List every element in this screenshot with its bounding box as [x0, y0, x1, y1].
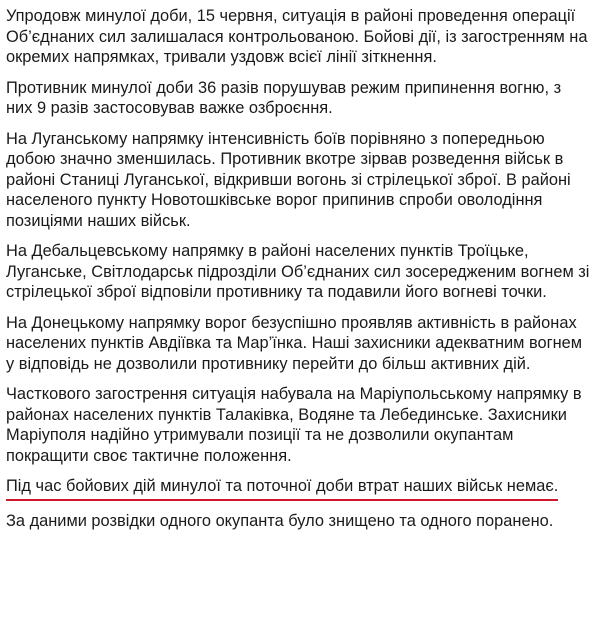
paragraph-luhansk-direction: На Луганському напрямку інтенсивність боїв порівняно з попередньою добою значно зменшилась. Противник вкотре зірвав розведення військ в районі Станиці Луганської, відкривши вогонь зі стрілецької зброї. В районі населеного пункту Новотошківське ворог припинив спроби оволодіння позиціями наших військ.: [6, 129, 571, 230]
paragraph-ceasefire-violations: Противник минулої доби 36 разів порушував режим припинення вогню, з них 9 разів застосовував важке озброєння.: [6, 78, 562, 117]
paragraph-debaltseve-direction: На Дебальцевському напрямку в районі населених пунктів Троїцьке, Луганське, Світлодарськ підрозділи Об’єднаних сил зосередженим вогнем зі стрілецької зброї відповіли противнику та подавили його вогневі точки.: [6, 242, 590, 301]
paragraph-mariupol-direction: Часткового загострення ситуація набувала на Маріупольському напрямку в районах населених пунктів Талаківка, Водяне та Лебединське. Захисники Маріуполя надійно утримували позиції та не дозволили окупантам покращити своє тактичне положення.: [6, 385, 582, 465]
paragraph-situation-overview: Упродовж минулої доби, 15 червня, ситуація в районі проведення операції Об’єднаних сил залишалася контрольованою. Бойові дії, із загостренням на окремих напрямках, тривали уздовж всієї лінії зіткнення.: [6, 7, 588, 66]
paragraph-intelligence-data: За даними розвідки одного окупанта було знищено та одного поранено.: [6, 511, 554, 530]
article-body: [6, 0, 590, 541]
paragraph-no-losses-highlight: Під час бойових дій минулої та поточної доби втрат наших військ немає.: [6, 476, 558, 501]
paragraph-donetsk-direction: На Донецькому напрямку ворог безуспішно проявляв активність в районах населених пунктів Авдіївка та Мар’їнка. Наші захисники адекватним вогнем у відповідь не дозволили противнику перейти до більш активних дій.: [6, 313, 583, 373]
